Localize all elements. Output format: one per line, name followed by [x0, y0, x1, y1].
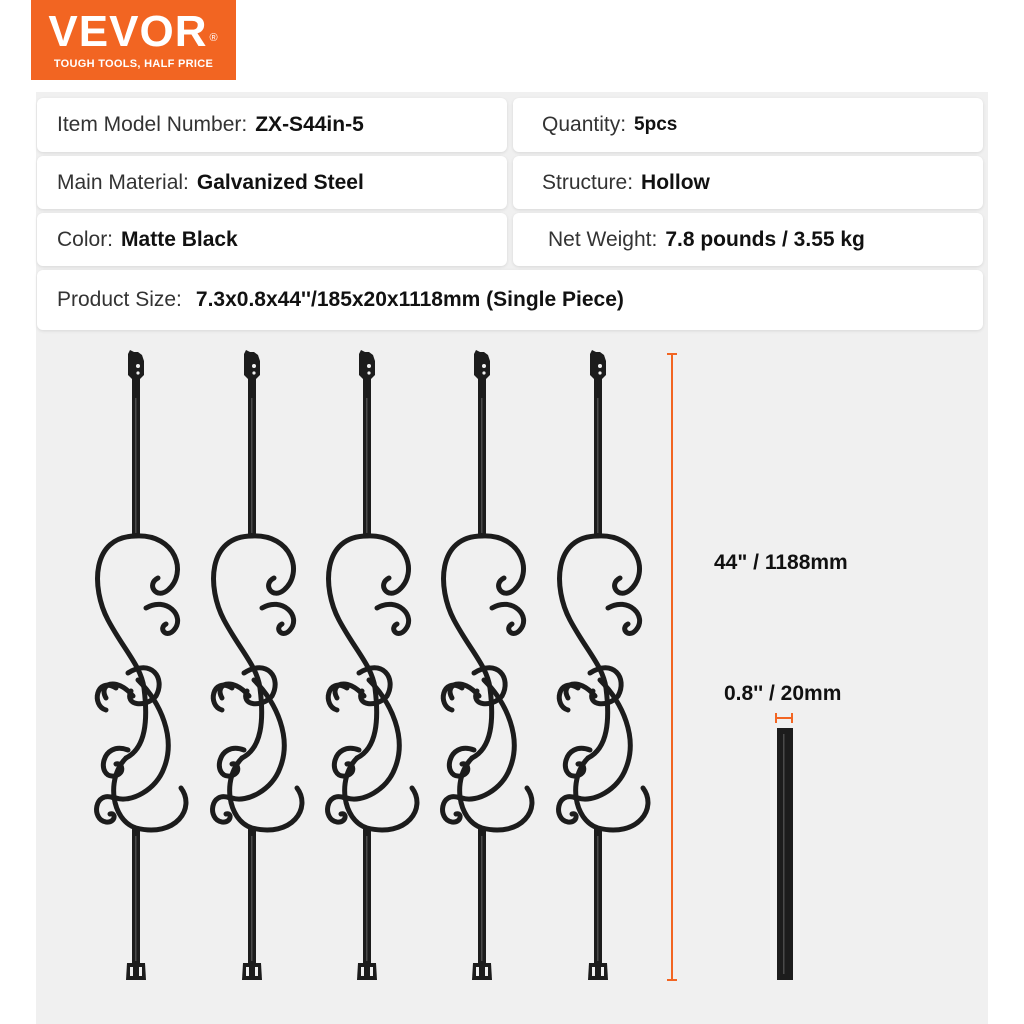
spec-material-value: Galvanized Steel — [196, 170, 364, 194]
height-dimension-line — [667, 354, 677, 980]
spec-quantity-label: Quantity: — [542, 113, 627, 136]
width-dimension-line — [776, 713, 792, 723]
spec-weight-label: Net Weight: — [548, 227, 658, 251]
spec-material-label: Main Material: — [57, 170, 189, 194]
spec-weight-value: 7.8 pounds / 3.55 kg — [665, 227, 865, 251]
baluster-1 — [97, 350, 186, 980]
baluster-3 — [328, 350, 417, 980]
spec-size-value: 7.3x0.8x44''/185x20x1118mm (Single Piece) — [195, 288, 624, 311]
baluster-5 — [559, 350, 648, 980]
spec-color-value: Matte Black — [121, 227, 238, 251]
spec-model-label: Item Model Number: — [57, 113, 248, 136]
spec-size-label: Product Size: — [57, 288, 182, 311]
height-dimension-label: 44" / 1188mm — [714, 551, 848, 574]
width-dimension-label: 0.8'' / 20mm — [724, 682, 842, 705]
spec-model-value: ZX-S44in-5 — [255, 113, 364, 136]
spec-quantity-value: 5pcs — [634, 114, 678, 135]
spec-color-label: Color: — [57, 227, 114, 251]
spec-structure-label: Structure: — [542, 170, 634, 194]
baluster-4 — [443, 350, 532, 980]
brand-name: VEVOR — [48, 7, 208, 56]
bar-detail — [777, 728, 793, 980]
brand-tagline: TOUGH TOOLS, HALF PRICE — [53, 58, 214, 70]
baluster-2 — [213, 350, 302, 980]
spec-structure-value: Hollow — [641, 170, 710, 194]
trademark: ® — [209, 32, 219, 44]
